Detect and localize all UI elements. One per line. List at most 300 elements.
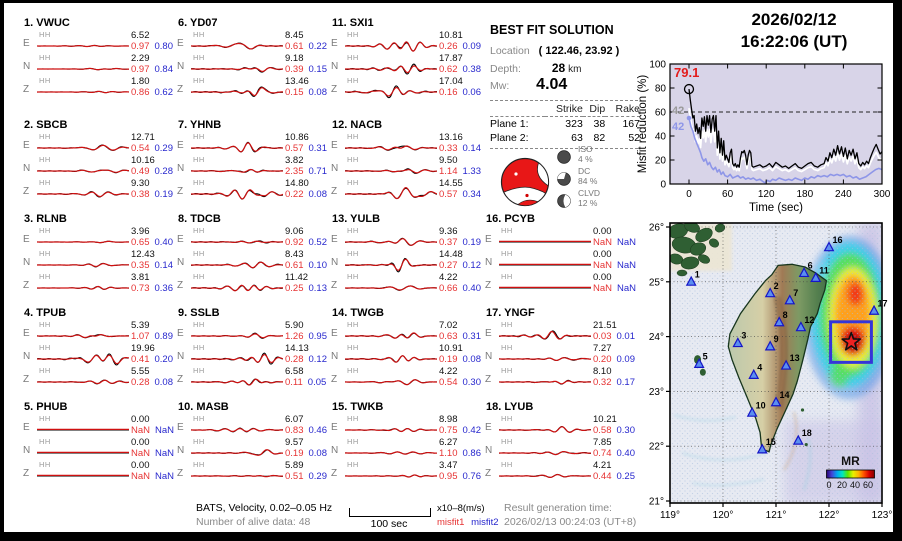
waveform-trace — [37, 440, 129, 462]
channel-label: HH — [193, 226, 205, 235]
channel-label: HH — [39, 76, 51, 85]
amplitude-value: 6.52 — [131, 30, 150, 41]
misfit2-value: 0.12 — [308, 353, 327, 365]
alive-data-caption: Number of alive data: 48 — [196, 516, 311, 528]
misfit1-value: NaN — [593, 259, 613, 271]
channel-label: HH — [347, 366, 359, 375]
misfit2-value: 0.36 — [154, 282, 173, 294]
amplitude-value: 6.07 — [285, 414, 304, 425]
misfit2-label: misfit2 — [471, 517, 499, 528]
svg-text:1: 1 — [694, 269, 700, 280]
trace-row-TWGB-N — [328, 345, 482, 367]
trace-row-RLNB-E — [20, 228, 174, 250]
channel-label: HH — [193, 366, 205, 375]
waveform-trace — [191, 346, 283, 368]
station-name: 13. YULB — [332, 213, 381, 225]
channel-label: HH — [39, 178, 51, 187]
misfit2-value: 0.09 — [462, 40, 481, 52]
svg-text:6: 6 — [807, 260, 813, 271]
station-name: 5. PHUB — [24, 401, 68, 413]
misfit1-value: 0.11 — [285, 376, 303, 388]
depth-value: 28 — [551, 61, 566, 75]
trace-values — [593, 344, 639, 365]
component-label: N — [177, 163, 185, 174]
component-label: Z — [177, 374, 184, 385]
misfit1-value: 0.63 — [439, 330, 458, 342]
channel-label: HH — [193, 320, 205, 329]
component-label: N — [177, 61, 185, 72]
misfit2-value: 0.40 — [616, 447, 635, 459]
svg-text:60: 60 — [862, 480, 874, 490]
channel-label: HH — [347, 320, 359, 329]
amplitude-value: 10.91 — [439, 343, 463, 354]
trace-values — [439, 273, 485, 294]
waveform-trace — [499, 275, 591, 297]
waveform-trace — [191, 417, 283, 439]
station-name: 8. TDCB — [178, 213, 221, 225]
trace-values — [285, 344, 331, 365]
component-label: Z — [177, 186, 184, 197]
component-label: Z — [177, 84, 184, 95]
misfit1-value: 0.65 — [131, 236, 150, 248]
component-label: N — [177, 351, 185, 362]
waveform-trace — [37, 463, 129, 485]
amplitude-value: 13.16 — [439, 132, 463, 143]
svg-text:4: 4 — [757, 362, 763, 373]
misfit1-value: 2.35 — [285, 165, 304, 177]
waveform-trace — [37, 323, 129, 345]
misfit2-value: NaN — [155, 424, 175, 436]
misfit1-value: 0.61 — [285, 40, 304, 52]
amplitude-value: 3.96 — [131, 226, 150, 237]
svg-text:20: 20 — [836, 480, 848, 490]
depth-row — [490, 61, 640, 75]
component-label: Z — [331, 468, 338, 479]
component-label: N — [177, 257, 185, 268]
trace-values — [439, 321, 485, 342]
channel-label: HH — [347, 178, 359, 187]
amplitude-value: 4.21 — [593, 460, 612, 471]
station-block-YULB — [328, 213, 482, 309]
amplitude-value: 4.22 — [439, 272, 458, 283]
amplitude-value: 14.48 — [439, 249, 463, 260]
station-block-RLNB — [20, 213, 174, 309]
trace-row-YNGF-N — [482, 345, 636, 367]
misfit2-value: 0.09 — [616, 353, 635, 365]
trace-row-LYUB-E — [482, 416, 636, 438]
component-label: Z — [331, 280, 338, 291]
component-label: N — [23, 163, 31, 174]
station-block-SSLB — [174, 307, 328, 403]
channel-label: HH — [501, 320, 513, 329]
amplitude-value: 9.57 — [285, 437, 304, 448]
component-label: N — [331, 351, 339, 362]
trace-row-LYUB-Z — [482, 462, 636, 484]
misfit1-value: 0.61 — [285, 259, 304, 271]
waveform-trace — [37, 56, 129, 78]
svg-text:8: 8 — [782, 309, 788, 320]
trace-values — [131, 54, 177, 75]
trace-values — [439, 54, 485, 75]
svg-text:5: 5 — [702, 351, 708, 362]
channel-label: HH — [39, 30, 51, 39]
component-label: Z — [331, 374, 338, 385]
col-dip: Dip — [589, 103, 606, 115]
component-label: E — [23, 140, 30, 151]
misfit2-value: 0.22 — [308, 40, 327, 52]
misfit1-value: 0.19 — [439, 353, 458, 365]
channel-label: HH — [347, 155, 359, 164]
svg-text:0: 0 — [826, 480, 832, 490]
trace-row-YD07-Z — [174, 78, 328, 100]
trace-values — [131, 31, 177, 52]
mw-value: 4.04 — [536, 76, 568, 93]
misfit1-value: 0.25 — [285, 282, 304, 294]
trace-values — [131, 461, 177, 482]
misfit1-value: NaN — [593, 282, 613, 294]
amplitude-value: 3.47 — [439, 460, 458, 471]
trace-row-VWUC-N — [20, 55, 174, 77]
waveform-trace — [191, 56, 283, 78]
misfit1-value: 0.97 — [131, 63, 150, 75]
station-block-SXI1 — [328, 17, 482, 113]
svg-text:22°: 22° — [648, 441, 664, 453]
misfit1-value: 0.73 — [131, 282, 150, 294]
trace-row-TDCB-Z — [174, 274, 328, 296]
trace-row-SBCB-E — [20, 134, 174, 156]
amplitude-value: 21.51 — [593, 320, 617, 331]
trace-row-PCYB-N — [482, 251, 636, 273]
svg-text:Time (sec): Time (sec) — [749, 202, 803, 214]
amplitude-value: 3.82 — [285, 155, 304, 166]
trace-values — [593, 461, 639, 482]
component-label: N — [331, 257, 339, 268]
misfit2-value: 0.25 — [616, 470, 635, 482]
trace-values — [285, 133, 331, 154]
waveform-trace — [345, 56, 437, 78]
trace-row-YHNB-N — [174, 157, 328, 179]
channel-label: HH — [501, 460, 513, 469]
misfit2-value: 0.34 — [462, 188, 481, 200]
trace-values — [131, 133, 177, 154]
misfit2-value: 0.13 — [308, 282, 327, 294]
nodal-plane-table — [490, 102, 640, 145]
result-time-value: 2026/02/13 00:24:03 (UT+8) — [504, 516, 637, 528]
dc-pct: 84 % — [578, 175, 598, 186]
trace-values — [131, 321, 177, 342]
trace-values — [439, 227, 485, 248]
svg-text:60: 60 — [722, 189, 734, 200]
waveform-trace — [191, 181, 283, 203]
station-block-TWGB — [328, 307, 482, 403]
component-label: E — [23, 234, 30, 245]
trace-row-SSLB-E — [174, 322, 328, 344]
trace-row-TDCB-N — [174, 251, 328, 273]
component-label: E — [331, 234, 338, 245]
waveform-trace — [345, 229, 437, 251]
misfit2-value: NaN — [617, 236, 637, 248]
misfit2-value: NaN — [155, 447, 175, 459]
waveform-trace — [37, 135, 129, 157]
svg-text:2: 2 — [773, 280, 779, 291]
amplitude-value: 17.04 — [439, 76, 463, 87]
waveform-trace — [499, 369, 591, 391]
misfit1-value: 1.14 — [439, 165, 458, 177]
trace-values — [285, 273, 331, 294]
channel-label: HH — [501, 272, 513, 281]
waveform-trace — [345, 463, 437, 485]
svg-text:11: 11 — [819, 265, 829, 276]
plane1-rake: 167 — [622, 118, 640, 130]
station-name: 10. MASB — [178, 401, 229, 413]
component-label: E — [23, 328, 30, 339]
trace-values — [593, 438, 639, 459]
amplitude-value: 2.29 — [131, 53, 150, 64]
trace-row-LYUB-N — [482, 439, 636, 461]
trace-values — [285, 156, 331, 177]
trace-values — [593, 273, 639, 294]
channel-label: HH — [347, 53, 359, 62]
waveform-trace — [37, 252, 129, 274]
waveform-trace — [37, 275, 129, 297]
component-label: Z — [23, 280, 30, 291]
misfit-legend — [437, 517, 499, 528]
channel-label: HH — [193, 132, 205, 141]
component-label: E — [331, 422, 338, 433]
amplitude-value: 9.36 — [439, 226, 458, 237]
waveform-trace — [345, 417, 437, 439]
station-name: 1. VWUC — [24, 17, 70, 29]
mw-row — [490, 76, 640, 94]
trace-row-NACB-N — [328, 157, 482, 179]
trace-row-YD07-E — [174, 32, 328, 54]
trace-row-YHNB-Z — [174, 180, 328, 202]
waveform-trace — [499, 252, 591, 274]
waveform-trace — [345, 275, 437, 297]
component-label: Z — [177, 468, 184, 479]
trace-row-SSLB-N — [174, 345, 328, 367]
plane2-dip: 82 — [593, 132, 606, 144]
svg-text:23°: 23° — [648, 386, 664, 398]
component-label: E — [331, 328, 338, 339]
misfit2-value: 0.46 — [308, 424, 327, 436]
amplitude-value: 9.18 — [285, 53, 304, 64]
waveform-trace — [499, 440, 591, 462]
misfit2-value: 0.08 — [308, 188, 327, 200]
channel-label: HH — [193, 178, 205, 187]
trace-values — [131, 227, 177, 248]
channel-label: HH — [193, 460, 205, 469]
component-label: N — [485, 351, 493, 362]
amplitude-value: 0.00 — [131, 414, 150, 425]
trace-row-VWUC-E — [20, 32, 174, 54]
component-label: Z — [23, 468, 30, 479]
waveform-trace — [191, 275, 283, 297]
amplitude-value: 0.00 — [131, 460, 150, 471]
misfit1-value: 0.27 — [439, 259, 458, 271]
iso-icon — [556, 149, 572, 165]
misfit2-value: 0.80 — [154, 40, 173, 52]
trace-values — [285, 31, 331, 52]
svg-text:240: 240 — [835, 189, 852, 200]
trace-values — [593, 415, 639, 436]
svg-text:12: 12 — [804, 314, 815, 325]
trace-row-PHUB-N — [20, 439, 174, 461]
best-fit-solution-panel — [490, 17, 640, 211]
waveform-trace — [499, 346, 591, 368]
trace-row-TDCB-E — [174, 228, 328, 250]
station-block-LYUB — [482, 401, 636, 497]
trace-row-NACB-Z — [328, 180, 482, 202]
station-block-TDCB — [174, 213, 328, 309]
amplitude-value: 17.87 — [439, 53, 463, 64]
svg-text:16: 16 — [832, 234, 843, 245]
mw-label: Mw: — [490, 80, 510, 92]
misfit1-value: 0.66 — [439, 282, 458, 294]
station-name: 6. YD07 — [178, 17, 218, 29]
svg-text:18: 18 — [801, 428, 812, 439]
component-label: N — [23, 445, 31, 456]
svg-text:119°: 119° — [660, 510, 680, 521]
trace-values — [285, 250, 331, 271]
trace-values — [285, 77, 331, 98]
component-label: E — [23, 422, 30, 433]
location-label: Location — [490, 45, 530, 57]
svg-text:60: 60 — [654, 107, 666, 119]
station-block-YD07 — [174, 17, 328, 113]
svg-text:20: 20 — [654, 155, 666, 167]
component-label: Z — [331, 84, 338, 95]
misfit1-value: 0.54 — [131, 142, 150, 154]
plane1-dip: 38 — [593, 118, 606, 130]
channel-label: HH — [193, 30, 205, 39]
iso-label: ISO — [578, 144, 593, 154]
channel-label: HH — [501, 249, 513, 258]
waveform-trace — [345, 158, 437, 180]
station-name: 3. RLNB — [24, 213, 67, 225]
amplitude-value: 5.39 — [131, 320, 150, 331]
waveform-trace — [37, 181, 129, 203]
amplitude-value: 12.43 — [131, 249, 155, 260]
units-label: x10–8(m/s) — [437, 503, 485, 514]
misfit2-value: 0.29 — [308, 470, 327, 482]
waveform-trace — [37, 33, 129, 55]
misfit2-value: 0.84 — [154, 63, 173, 75]
event-time: 16:22:06 (UT) — [740, 32, 848, 51]
misfit2-value: 0.08 — [308, 447, 327, 459]
trace-values — [439, 367, 485, 388]
misfit2-value: 0.29 — [154, 142, 173, 154]
waveform-trace — [191, 463, 283, 485]
component-label: N — [177, 445, 185, 456]
misfit2-value: 0.10 — [308, 259, 327, 271]
component-label: Z — [485, 468, 492, 479]
trace-row-YD07-N — [174, 55, 328, 77]
trace-values — [285, 227, 331, 248]
waveform-trace — [345, 369, 437, 391]
amplitude-value: 7.27 — [593, 343, 612, 354]
misfit2-value: 0.06 — [462, 86, 481, 98]
misfit1-value: 0.32 — [593, 376, 612, 388]
trace-values — [131, 273, 177, 294]
misfit1-value: 0.22 — [285, 188, 304, 200]
svg-text:123°: 123° — [871, 510, 893, 521]
amplitude-value: 13.46 — [285, 76, 309, 87]
svg-text:10: 10 — [755, 400, 766, 411]
channel-label: HH — [347, 249, 359, 258]
station-block-YHNB — [174, 119, 328, 215]
misfit2-value: 0.40 — [154, 236, 173, 248]
trace-row-SXI1-Z — [328, 78, 482, 100]
waveform-trace — [345, 346, 437, 368]
trace-row-PHUB-Z — [20, 462, 174, 484]
channel-label: HH — [347, 460, 359, 469]
misfit1-value: 0.83 — [285, 424, 304, 436]
clvd-icon — [556, 193, 572, 209]
trace-row-RLNB-Z — [20, 274, 174, 296]
svg-text:Misfit reduction (%): Misfit reduction (%) — [637, 74, 649, 174]
misfit2-value: 0.38 — [462, 63, 481, 75]
station-name: 15. TWKB — [332, 401, 384, 413]
channel-label: HH — [347, 76, 359, 85]
misfit2-value: 0.71 — [308, 165, 327, 177]
station-name: 12. NACB — [332, 119, 383, 131]
waveform-trace — [191, 79, 283, 101]
trace-row-SSLB-Z — [174, 368, 328, 390]
dc-icon — [556, 171, 572, 187]
trace-values — [439, 415, 485, 436]
channel-label: HH — [193, 343, 205, 352]
trace-values — [131, 179, 177, 200]
amplitude-value: 7.02 — [439, 320, 458, 331]
misfit1-value: 1.07 — [131, 330, 150, 342]
component-label: E — [177, 140, 184, 151]
dc-label: DC — [578, 166, 591, 176]
svg-text:0: 0 — [686, 189, 692, 200]
waveform-trace — [345, 252, 437, 274]
amplitude-value: 9.06 — [285, 226, 304, 237]
trace-values — [285, 179, 331, 200]
amplitude-value: 9.50 — [439, 155, 458, 166]
event-datetime — [694, 9, 894, 53]
component-label: N — [23, 257, 31, 268]
waveform-trace — [191, 135, 283, 157]
misfit2-value: 0.17 — [616, 376, 635, 388]
trace-values — [439, 461, 485, 482]
station-name: 2. SBCB — [24, 119, 68, 131]
depth-unit: km — [568, 64, 582, 75]
component-label: E — [331, 38, 338, 49]
station-name: 14. TWGB — [332, 307, 384, 319]
svg-text:7: 7 — [793, 287, 799, 298]
amplitude-value: 0.00 — [593, 272, 612, 283]
waveform-trace — [345, 79, 437, 101]
misfit1-value: 0.44 — [593, 470, 612, 482]
misfit2-value: 0.08 — [308, 86, 327, 98]
channel-label: HH — [39, 320, 51, 329]
plane1-strike: 323 — [565, 118, 583, 130]
misfit1-value: 0.74 — [593, 447, 612, 459]
misfit2-value: 0.05 — [307, 376, 327, 388]
channel-label: HH — [193, 414, 205, 423]
trace-values — [439, 179, 485, 200]
component-label: E — [177, 38, 184, 49]
trace-row-MASB-N — [174, 439, 328, 461]
station-block-PHUB — [20, 401, 174, 497]
amplitude-value: 3.81 — [131, 272, 150, 283]
amplitude-value: 8.10 — [593, 366, 612, 377]
misfit1-value: 0.28 — [285, 353, 304, 365]
